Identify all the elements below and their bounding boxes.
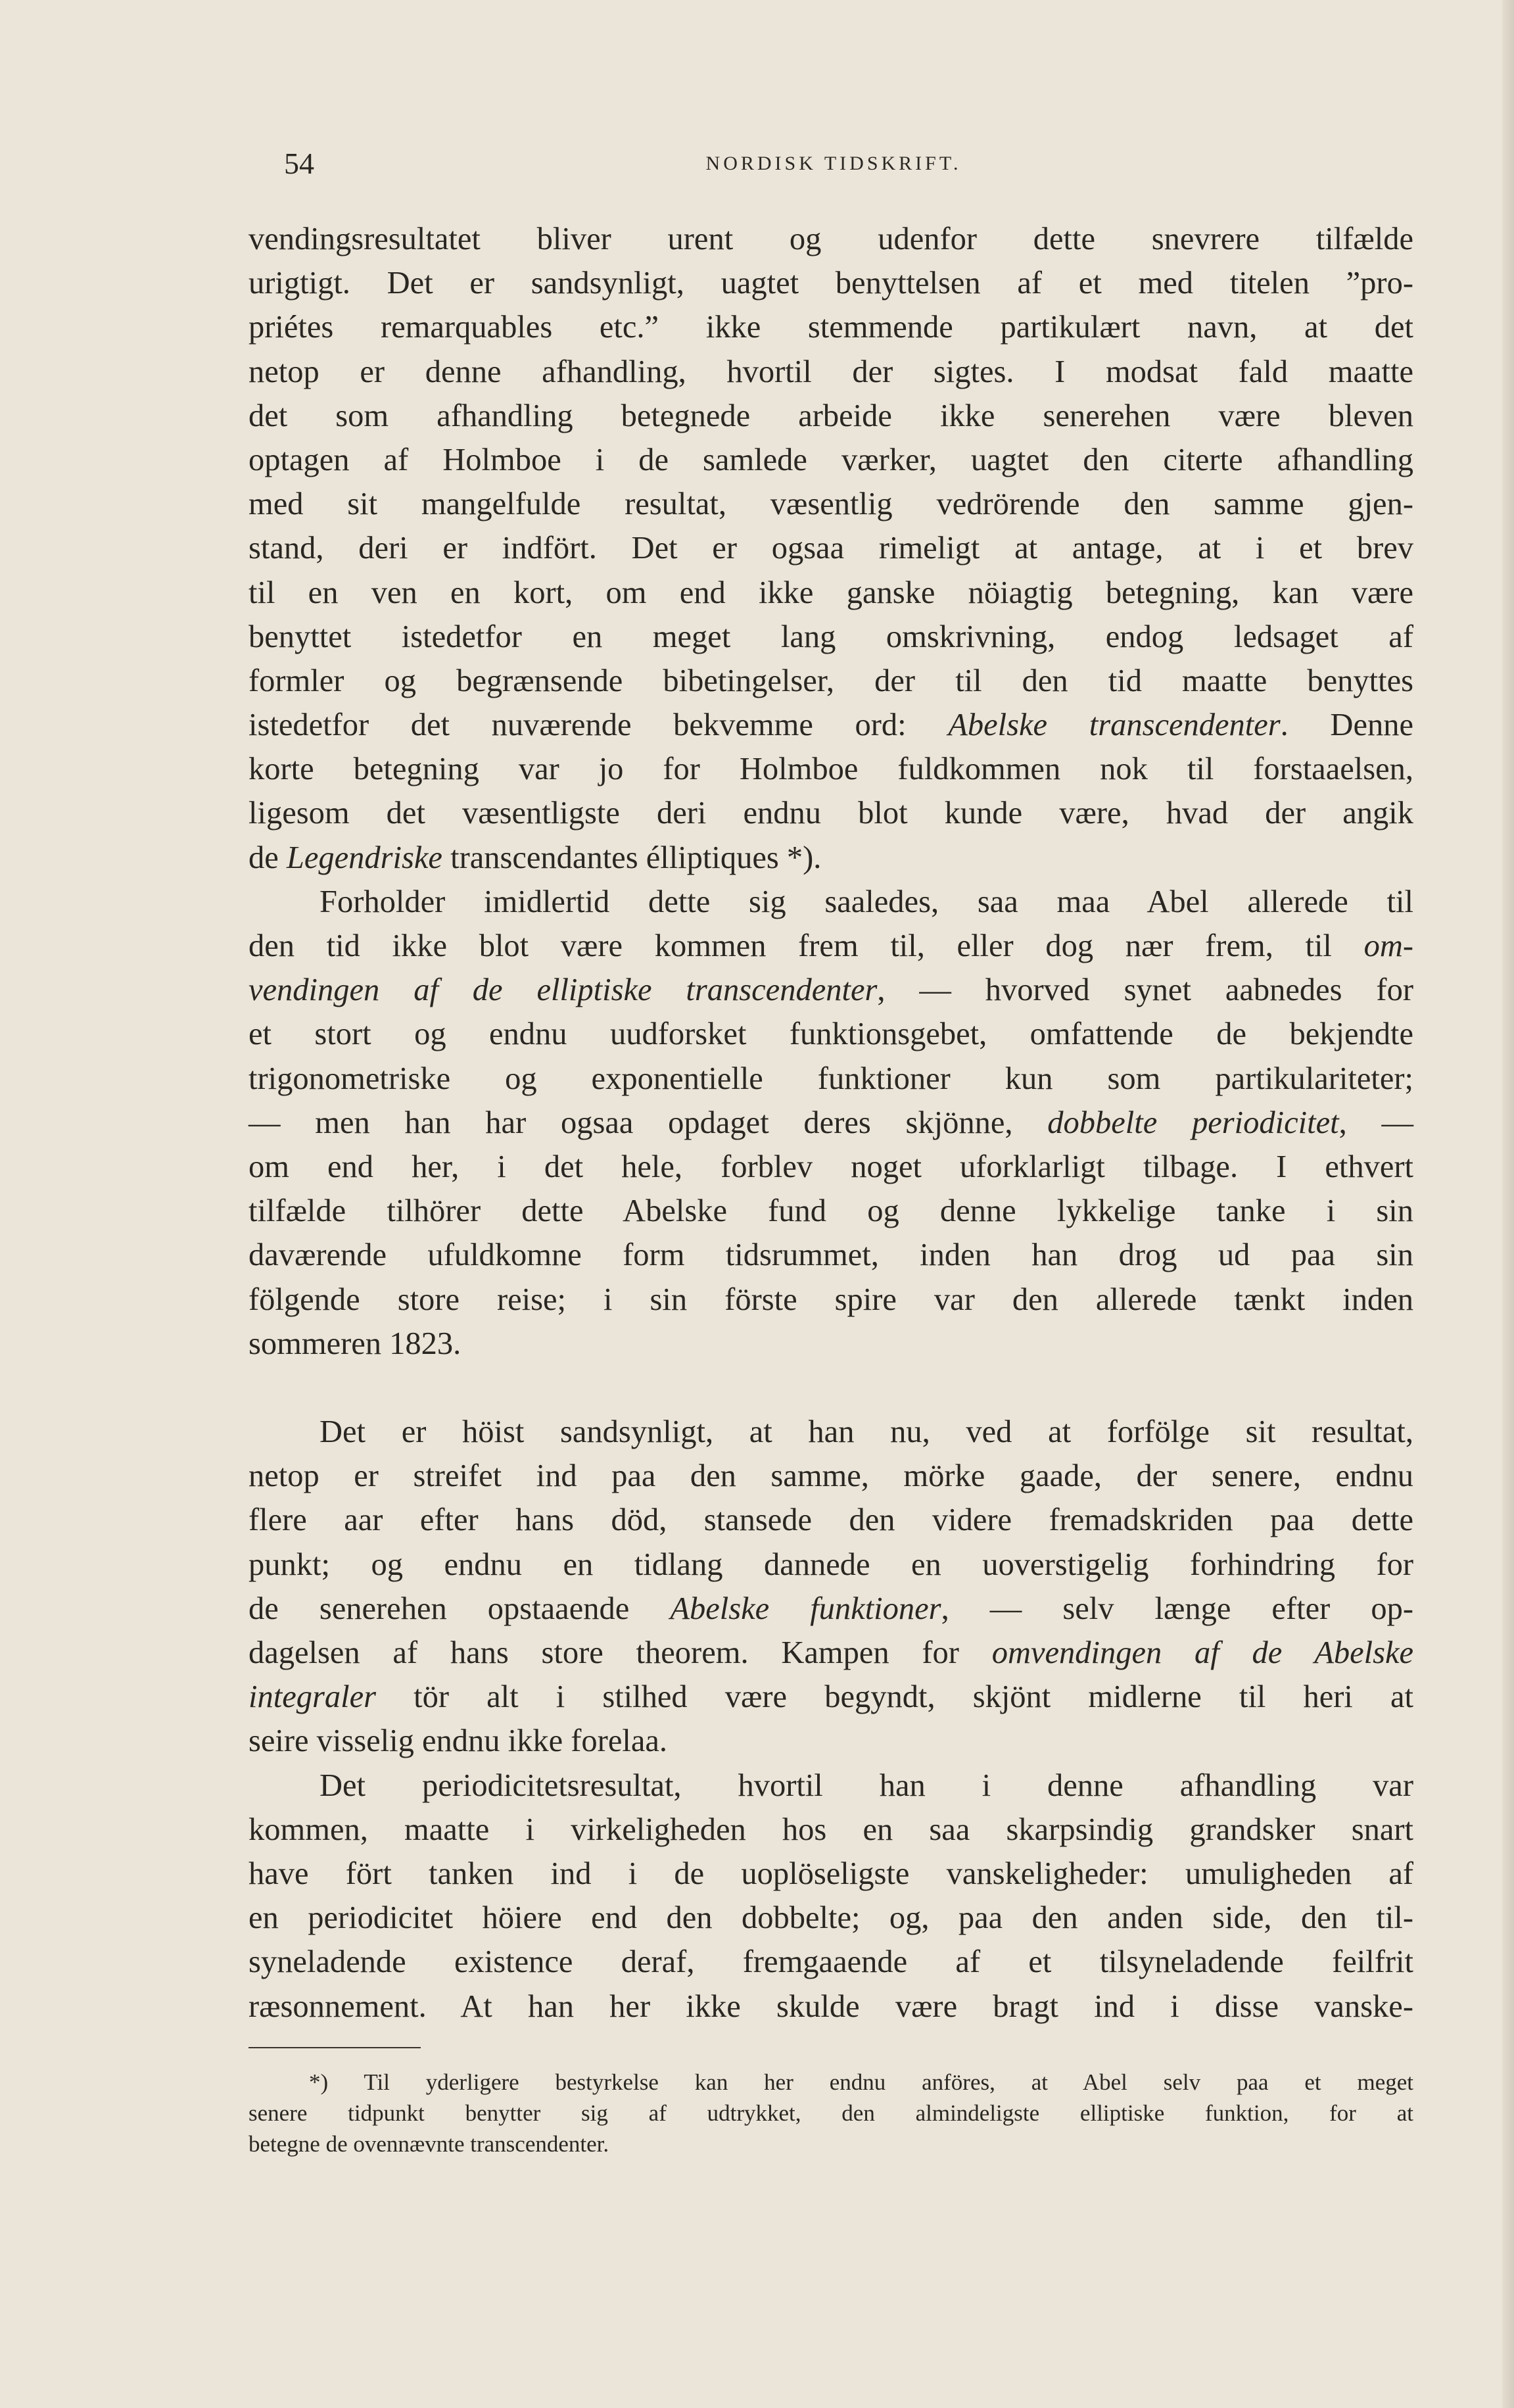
italic-term: dobbelte periodicitet — [1047, 1105, 1339, 1140]
footnote-line: senere tidpunkt benytter sig af udtrykket, den almindeligste elliptiske funktion, for at — [248, 2100, 1413, 2126]
text-line: ræsonnement. At han her ikke skulde være bragt ind i disse vanske- — [248, 1988, 1413, 2024]
text-line — [248, 1101, 1413, 1145]
text-line: ligesom det væsentligste deri endnu blot kunde være, hvad der angik — [248, 796, 1413, 831]
paragraph-1 — [248, 217, 1413, 880]
text-line: et stort og endnu uudforsket funktionsgebet, omfattende de bekjendte — [248, 1017, 1413, 1052]
text-run: dagelsen af hans store theorem. Kampen for — [248, 1635, 992, 1670]
paragraph-gap — [248, 1366, 1413, 1410]
text-line: fölgende store reise; i sin förste spire var den allerede tænkt inden — [248, 1282, 1413, 1317]
text-run: istedetfor det nuværende bekvemme ord: — [248, 708, 949, 743]
text-line — [248, 924, 1413, 968]
text-run: de — [248, 840, 287, 875]
text-line: kommen, maatte i virkeligheden hos en saa skarpsindig grandsker snart — [248, 1812, 1413, 1847]
paragraph-4 — [248, 1764, 1413, 2029]
text-run: , — selv længe efter op- — [941, 1591, 1413, 1626]
page-number: 54 — [284, 147, 314, 180]
text-line: til en ven en kort, om end ikke ganske nöiagtig betegning, kan være — [248, 575, 1413, 610]
text-line: netop er denne afhandling, hvortil der sigtes. I modsat fald maatte — [248, 354, 1413, 389]
text-line: stand, deri er indfört. Det er ogsaa rimeligt at antage, at i et brev — [248, 531, 1413, 566]
text-line: det som afhandling betegnede arbeide ikke senerehen være bleven — [248, 398, 1413, 433]
footnote-line: betegne de ovennævnte transcendenter. — [248, 2131, 609, 2157]
text-line: Det er höist sandsynligt, at han nu, ved at forfölge sit resultat, — [319, 1414, 1413, 1450]
text-line: vendingsresultatet bliver urent og udenfor dette snevrere tilfælde — [248, 222, 1413, 256]
footnote — [248, 2067, 1413, 2159]
text-line: formler og begrænsende bibetingelser, der til den tid maatte benyttes — [248, 663, 1413, 698]
italic-term: Abelske transcendenter — [948, 708, 1281, 743]
footnote-divider — [248, 2047, 421, 2048]
italic-term: integraler — [248, 1679, 376, 1715]
page-edge — [1502, 0, 1514, 2408]
text-run: transcendantes élliptiques *). — [442, 840, 822, 875]
text-line: trigonometriske og exponentielle funktioner kun som partikulariteter; — [248, 1061, 1413, 1096]
body-text — [248, 217, 1413, 2029]
text-line: optagen af Holmboe i de samlede værker, uagtet den citerte afhandling — [248, 442, 1413, 477]
text-line — [248, 703, 1413, 747]
text-line — [248, 1587, 1413, 1631]
italic-term: Abelske funktioner — [670, 1591, 941, 1626]
text-run: — men han har ogsaa opdaget deres skjönne, — [248, 1105, 1048, 1140]
text-line — [248, 1631, 1413, 1675]
text-line: med sit mangelfulde resultat, væsentlig vedrörende den samme gjen- — [248, 487, 1413, 522]
page-header — [248, 146, 1419, 192]
text-line: urigtigt. Det er sandsynligt, uagtet benyttelsen af et med titelen ”pro- — [248, 266, 1413, 301]
text-line: Forholder imidlertid dette sig saaledes, saa maa Abel allerede til — [319, 884, 1413, 919]
text-line: Det periodicitetsresultat, hvortil han i denne afhandling var — [319, 1768, 1413, 1803]
text-line: tilfælde tilhörer dette Abelske fund og denne lykkelige tanke i sin — [248, 1193, 1413, 1229]
italic-term: om- — [1363, 928, 1413, 963]
text-run: . Denne — [1280, 708, 1413, 743]
text-run: de senerehen opstaaende — [248, 1591, 671, 1626]
text-line: benyttet istedetfor en meget lang omskrivning, endog ledsaget af — [248, 619, 1413, 654]
text-line: syneladende existence deraf, fremgaaende af et tilsyneladende feilfrit — [248, 1944, 1413, 1980]
italic-term: omvendingen af de Abelske — [991, 1635, 1413, 1670]
text-line: sommeren 1823. — [248, 1326, 461, 1361]
text-line: netop er streifet ind paa den samme, mörke gaade, der senere, endnu — [248, 1458, 1413, 1494]
text-line — [248, 1675, 1413, 1719]
paragraph-2 — [248, 880, 1413, 1366]
italic-term: Legendriske — [286, 840, 442, 875]
text-line: om end her, i det hele, forblev noget uforklarligt tilbage. I ethvert — [248, 1149, 1413, 1184]
italic-term: vendingen af de elliptiske transcendenter — [248, 973, 878, 1008]
text-run: den tid ikke blot være kommen frem til, eller dog nær frem, til — [248, 928, 1364, 963]
text-line — [248, 968, 1413, 1012]
text-run: , — — [1338, 1105, 1413, 1140]
text-line: priétes remarquables etc.” ikke stemmende partikulært navn, at det — [248, 310, 1413, 345]
text-line: daværende ufuldkomne form tidsrummet, inden han drog ud paa sin — [248, 1238, 1413, 1273]
text-run: , — hvorved synet aabnedes for — [877, 973, 1413, 1008]
text-run: tör alt i stilhed være begyndt, skjönt midlerne til heri at — [375, 1679, 1413, 1715]
text-line — [248, 836, 1413, 880]
running-title: NORDISK TIDSKRIFT. — [705, 153, 962, 174]
footnote-line: *) Til yderligere bestyrkelse kan her endnu anföres, at Abel selv paa et meget — [309, 2069, 1413, 2095]
text-line: flere aar efter hans död, stansede den videre fremadskriden paa dette — [248, 1503, 1413, 1538]
text-line: seire visselig endnu ikke forelaa. — [248, 1723, 668, 1759]
text-line: korte betegning var jo for Holmboe fuldkommen nok til forstaaelsen, — [248, 752, 1413, 787]
text-line: have fört tanken ind i de uoplöseligste vanskeligheder: umuligheden af — [248, 1856, 1413, 1891]
paragraph-3 — [248, 1410, 1413, 1764]
text-line: en periodicitet höiere end den dobbelte; og, paa den anden side, den til- — [248, 1900, 1413, 1936]
text-line: punkt; og endnu en tidlang dannede en uoverstigelig forhindring for — [248, 1547, 1413, 1582]
